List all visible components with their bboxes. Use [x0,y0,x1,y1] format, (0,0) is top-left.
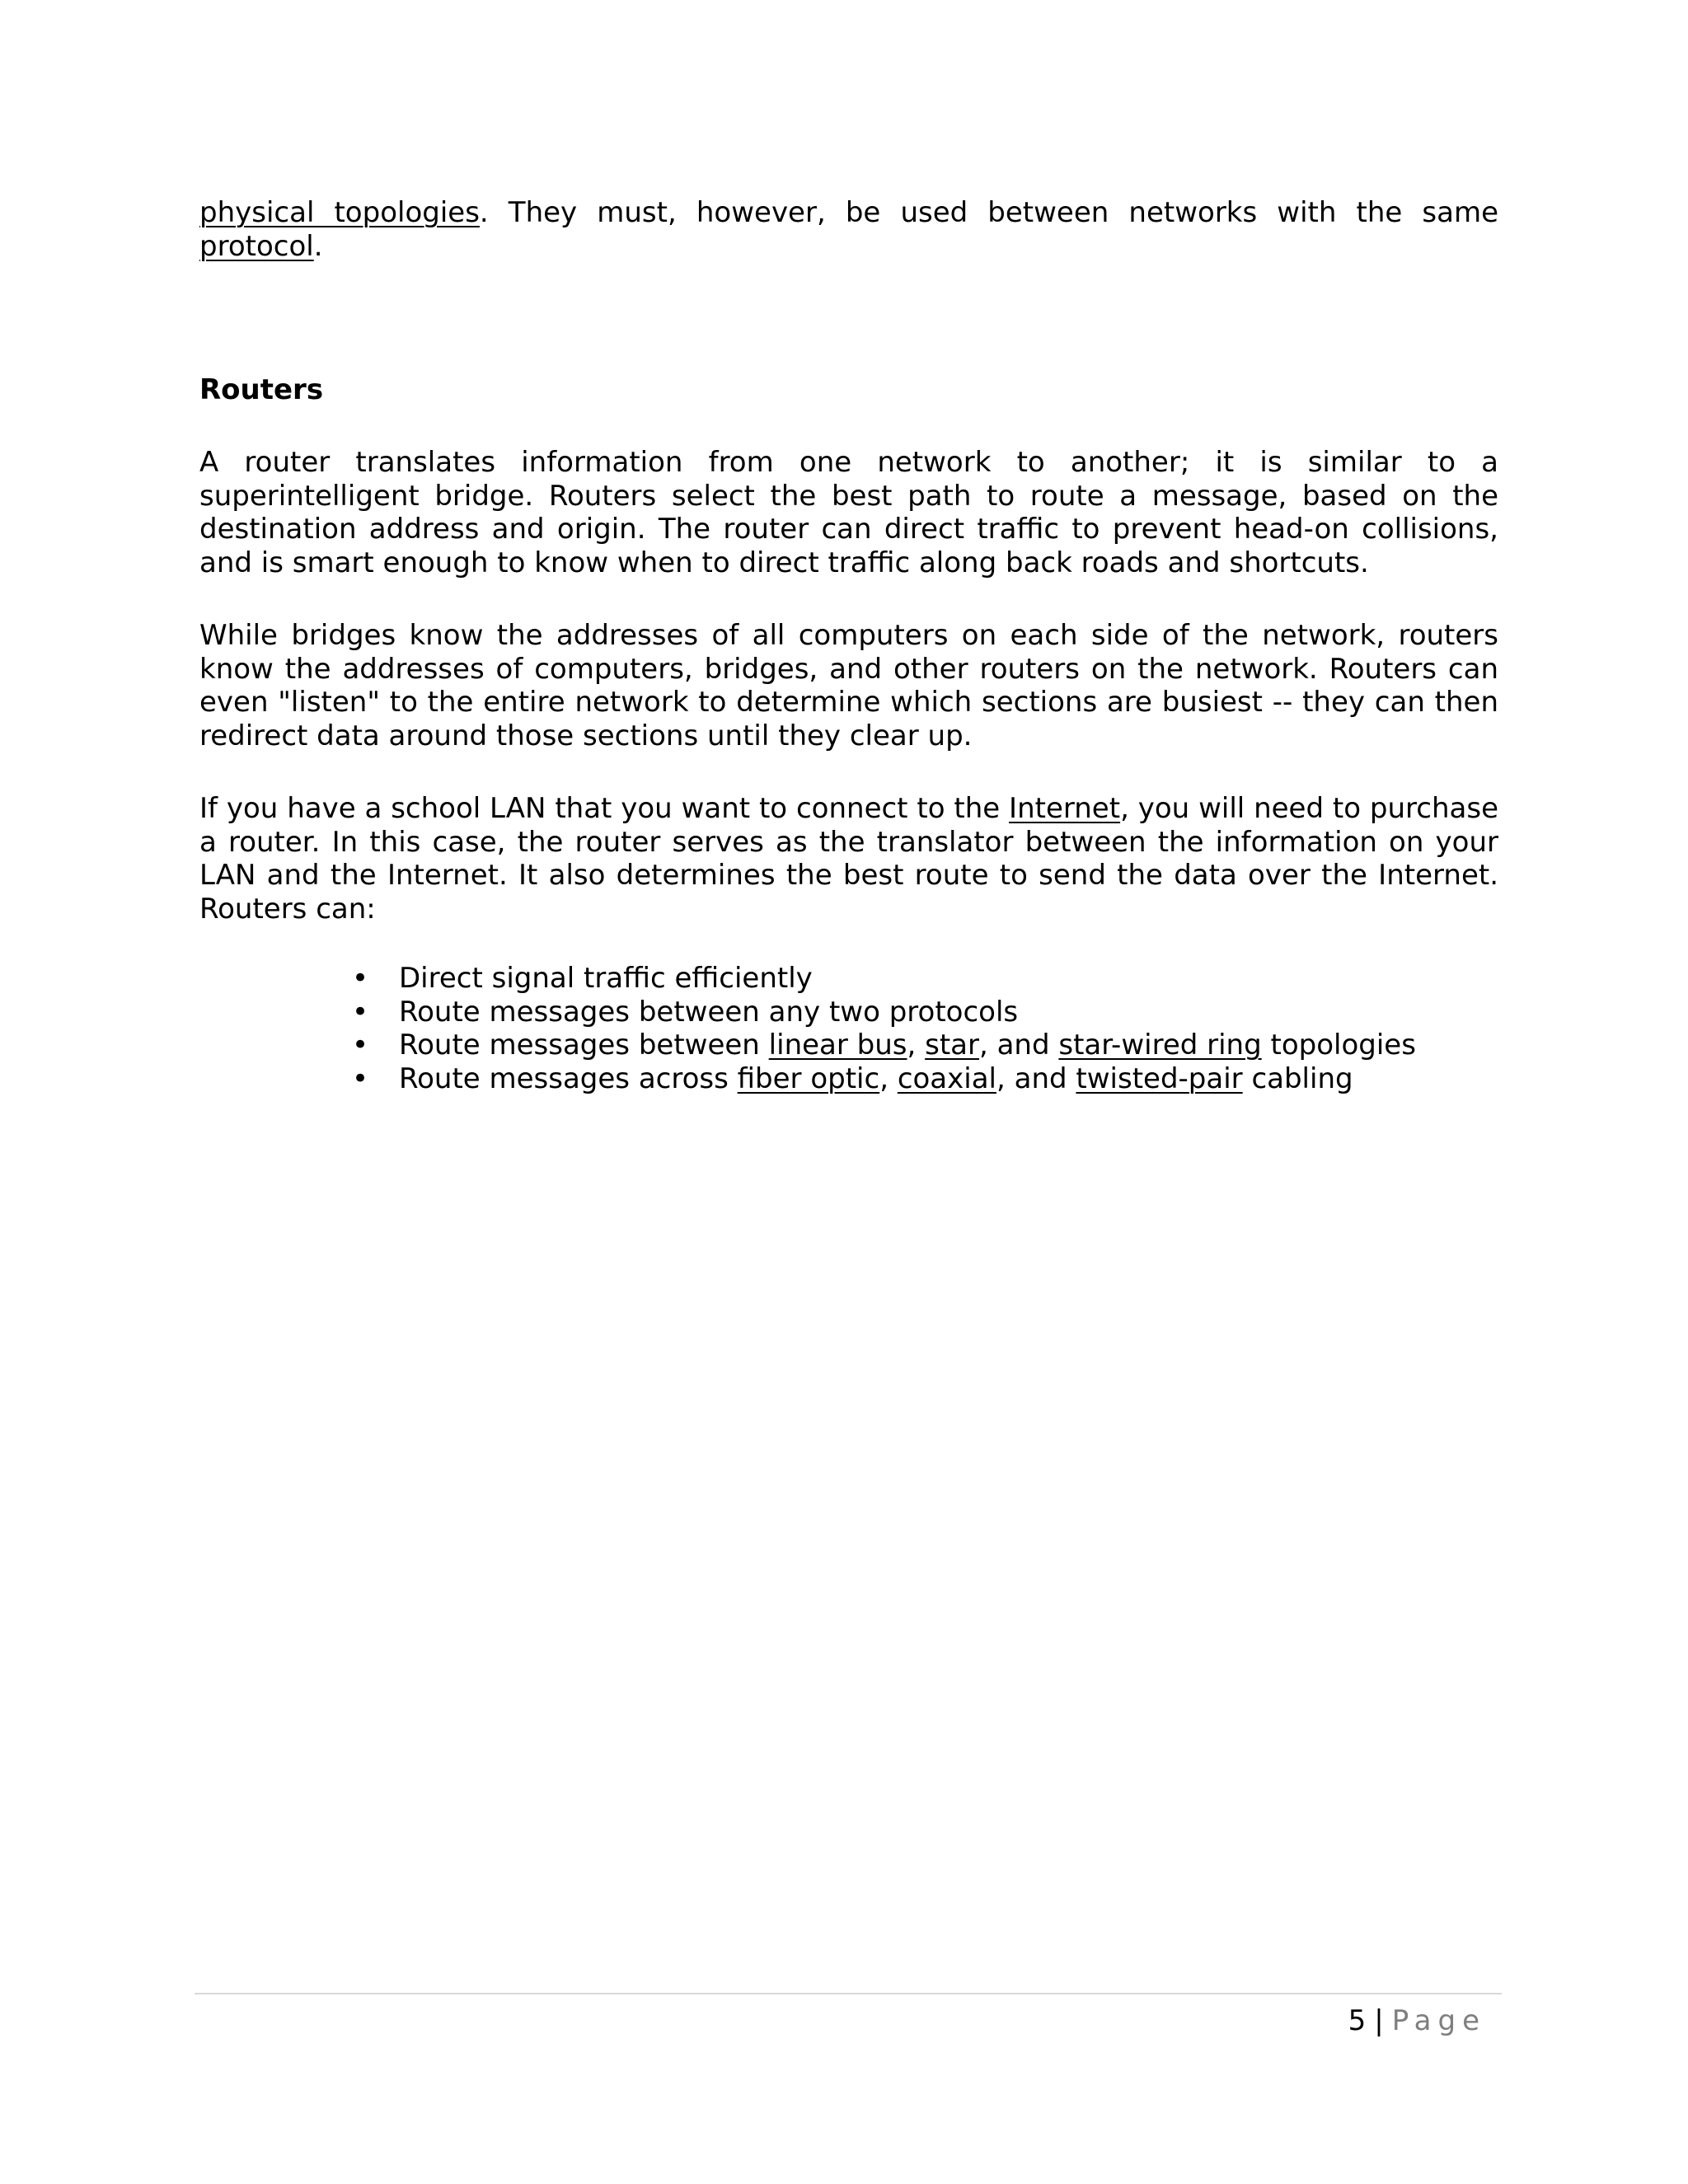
intro-text-1: . They must, however, be used between networks with the same [479,196,1498,229]
text-segment: Route messages between [399,1029,769,1062]
routers-paragraph-3 [199,792,1498,926]
routers-heading: Routers [199,373,324,406]
p3-text-after: , you will need to purchase a router. In this case, the router serves as the translator between the information on your LAN and the Internet. It also determines the best route to send the data over the Internet. Routers can: [199,792,1498,926]
list-item [348,962,1498,996]
text-segment: , and [978,1029,1059,1062]
text-segment: cabling [1242,1062,1353,1095]
page-label: Page [1391,2004,1486,2037]
fiber-optic-link[interactable]: fiber optic [737,1062,880,1095]
internet-link[interactable]: Internet [1009,792,1121,825]
document-body [199,196,1498,1095]
bullet-icon: • [351,1029,369,1062]
linear-bus-link[interactable]: linear bus [768,1029,907,1062]
list-item [348,1062,1498,1096]
routers-paragraph-2: While bridges know the addresses of all computers on each side of the network, routers know the addresses of computers, bridges, and other routers on the network. Routers can even "listen" to the entire network to determine which sections are busiest -- they can then redirect data around those sections until they clear up. [199,619,1498,752]
protocol-link[interactable]: protocol [199,229,314,263]
text-segment: , [907,1029,926,1062]
twisted-pair-link[interactable]: twisted-pair [1076,1062,1243,1095]
p3-text-before: If you have a school LAN that you want to connect to the [199,792,1010,825]
text-segment: topologies [1261,1029,1416,1062]
router-capabilities-list [199,962,1498,1095]
footer-separator: | [1374,2004,1384,2037]
page-number: 5 [1348,2004,1367,2037]
list-item-text [399,1029,1416,1062]
list-item-text [399,1062,1353,1095]
bullet-icon: • [351,995,369,1029]
text-segment: Route messages across [399,1062,738,1095]
list-item-text: Route messages between any two protocols [399,995,1019,1029]
text-segment: , and [996,1062,1076,1095]
list-item [348,996,1498,1029]
intro-paragraph [199,196,1498,263]
list-item-text: Direct signal traffic efficiently [399,962,813,995]
star-wired-ring-link[interactable]: star-wired ring [1058,1029,1262,1062]
coaxial-link[interactable]: coaxial [897,1062,996,1095]
bullet-icon: • [351,962,369,995]
bullet-icon: • [351,1062,369,1095]
footer-divider [195,1993,1502,1994]
routers-paragraph-1: A router translates information from one network to another; it is similar to a superintelligent bridge. Routers select the best path to route a message, based on the destination address and origin. The router can direct traffic to prevent head-on collisions, and is smart enough to know when to direct traffic along back roads and shortcuts. [199,446,1498,579]
intro-text-2: . [313,229,323,263]
list-item [348,1029,1498,1062]
page-footer [1348,2004,1486,2037]
text-segment: , [879,1062,898,1095]
star-link[interactable]: star [925,1029,979,1062]
physical-topologies-link[interactable]: physical topologies [199,196,480,229]
